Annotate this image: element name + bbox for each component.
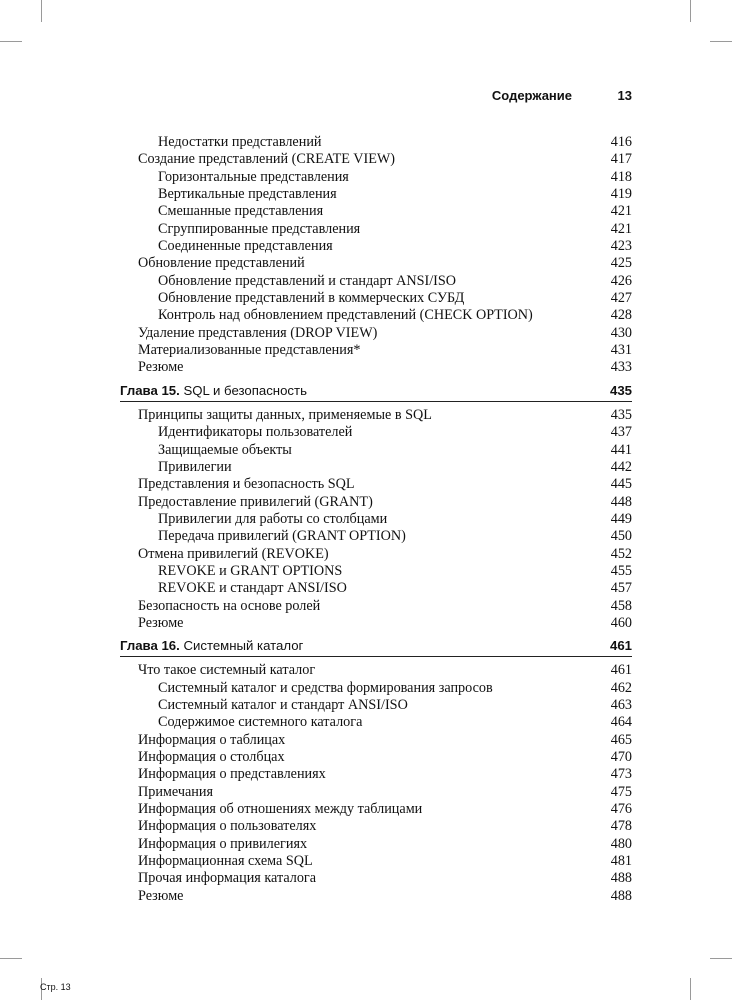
toc-entry — [120, 407, 632, 424]
toc-entry-title: Привилегии — [158, 458, 232, 475]
crop-mark — [690, 0, 691, 22]
toc-entry-page-number: 455 — [610, 562, 632, 579]
toc-entry — [120, 221, 632, 238]
toc-entry-page-number: 463 — [610, 696, 632, 713]
toc-chapter-heading — [120, 636, 632, 657]
toc-entry-title: Информация о привилегиях — [138, 835, 308, 852]
toc-entry-title: Принципы защиты данных, применяемые в SQL — [138, 406, 432, 423]
toc-entry — [120, 494, 632, 511]
toc-entry-title: Передача привилегий (GRANT OPTION) — [158, 528, 406, 545]
footer-page-label: Стр. 13 — [40, 982, 71, 992]
toc-entry — [120, 870, 632, 887]
toc-entry-page-number: 481 — [610, 853, 632, 870]
chapter-page-number: 461 — [609, 638, 632, 654]
chapter-page-number: 435 — [609, 382, 632, 398]
toc-entry — [120, 459, 632, 476]
toc-entry — [120, 134, 632, 151]
toc-entry — [120, 273, 632, 290]
toc-entry — [120, 563, 632, 580]
toc-entry-title: Соединенные представления — [158, 238, 333, 255]
toc-entry-title: REVOKE и GRANT OPTIONS — [158, 562, 343, 579]
toc-entry-title: Вертикальные представления — [158, 186, 337, 203]
toc-entry-page-number: 475 — [610, 783, 632, 800]
toc-entry-page-number: 462 — [610, 679, 632, 696]
toc-entry-page-number: 428 — [610, 307, 632, 324]
toc-entry-page-number: 452 — [610, 545, 632, 562]
toc-entry-page-number: 488 — [610, 870, 632, 887]
toc-entry — [120, 186, 632, 203]
toc-entry — [120, 749, 632, 766]
chapter-title: SQL и безопасность — [183, 382, 307, 398]
table-of-contents — [120, 134, 632, 905]
toc-entry-title: Контроль над обновлением представлений (CHECK OPTION) — [158, 307, 533, 324]
toc-entry — [120, 615, 632, 632]
toc-entry-title: Материализованные представления* — [138, 342, 361, 359]
toc-entry-title: Привилегии для работы со столбцами — [158, 510, 388, 527]
toc-entry-title: Информация об отношениях между таблицами — [138, 801, 423, 818]
toc-entry — [120, 697, 632, 714]
chapter-label: Глава 16. — [120, 638, 180, 654]
toc-entry-page-number: 460 — [610, 614, 632, 631]
toc-entry-page-number: 458 — [610, 597, 632, 614]
toc-entry-page-number: 488 — [610, 887, 632, 904]
toc-entry-page-number: 470 — [610, 749, 632, 765]
page-footer — [40, 982, 71, 992]
toc-entry-page-number: 465 — [610, 731, 632, 748]
toc-entry-title: Системный каталог и стандарт ANSI/ISO — [158, 696, 408, 713]
toc-entry — [120, 169, 632, 186]
crop-mark — [710, 958, 732, 959]
toc-entry — [120, 732, 632, 749]
toc-entry — [120, 546, 632, 563]
toc-entry-page-number: 433 — [610, 359, 632, 376]
toc-entry — [120, 511, 632, 528]
toc-entry-title: Представления и безопасность SQL — [138, 476, 355, 493]
toc-entry-title: Резюме — [138, 887, 184, 904]
toc-entry-title: Содержимое системного каталога — [158, 714, 363, 731]
toc-entry-page-number: 442 — [610, 458, 632, 475]
toc-entry-title: Обновление представлений в коммерческих СУБД — [158, 290, 465, 307]
toc-entry-title: Резюме — [138, 359, 184, 376]
toc-entry-title: Удаление представления (DROP VIEW) — [138, 324, 378, 341]
toc-entry — [120, 290, 632, 307]
crop-mark — [0, 41, 22, 42]
toc-entry-title: Информация о пользователях — [138, 818, 317, 835]
crop-mark — [41, 0, 42, 22]
toc-entry — [120, 888, 632, 905]
toc-entry-title: Информация о представлениях — [138, 766, 326, 783]
toc-entry-page-number: 450 — [610, 528, 632, 545]
toc-entry-title: Что такое системный каталог — [138, 662, 316, 679]
toc-entry — [120, 325, 632, 342]
toc-entry — [120, 238, 632, 255]
toc-entry-page-number: 464 — [610, 714, 632, 731]
toc-entry-title: Предоставление привилегий (GRANT) — [138, 493, 373, 510]
chapter-label: Глава 15. — [120, 382, 180, 398]
toc-entry-page-number: 437 — [610, 424, 632, 441]
toc-entry-title: Создание представлений (CREATE VIEW) — [138, 151, 396, 168]
toc-entry-page-number: 427 — [610, 290, 632, 307]
toc-entry-title: Обновление представлений и стандарт ANSI/ISO — [158, 272, 457, 289]
toc-entry — [120, 528, 632, 545]
toc-entry-title: Системный каталог и средства формирования запросов — [158, 679, 493, 696]
toc-entry — [120, 836, 632, 853]
toc-entry-page-number: 421 — [610, 220, 632, 237]
toc-entry-title: Идентификаторы пользователей — [158, 424, 353, 441]
toc-entry-title: Резюме — [138, 614, 184, 631]
toc-entry — [120, 853, 632, 870]
toc-entry-page-number: 461 — [610, 662, 632, 679]
toc-entry-title: Прочая информация каталога — [138, 870, 317, 887]
toc-entry — [120, 307, 632, 324]
toc-entry-title: Горизонтальные представления — [158, 168, 349, 185]
toc-entry-page-number: 417 — [610, 151, 632, 168]
toc-entry-page-number: 445 — [610, 476, 632, 493]
section-title: Содержание — [491, 88, 572, 103]
crop-mark — [710, 41, 732, 42]
toc-entry-title: Сгруппированные представления — [158, 220, 361, 237]
toc-entry — [120, 598, 632, 615]
toc-entry-page-number: 425 — [610, 255, 632, 272]
toc-entry-page-number: 435 — [610, 406, 632, 423]
toc-entry-page-number: 430 — [610, 324, 632, 341]
toc-entry-page-number: 449 — [610, 510, 632, 527]
toc-entry-page-number: 418 — [610, 168, 632, 185]
toc-entry — [120, 359, 632, 376]
toc-entry-page-number: 441 — [610, 441, 632, 458]
toc-entry-page-number: 426 — [610, 272, 632, 289]
toc-entry-title: Смешанные представления — [158, 203, 324, 220]
toc-entry — [120, 255, 632, 272]
toc-entry-title: Безопасность на основе ролей — [138, 597, 321, 614]
toc-entry — [120, 784, 632, 801]
toc-entry-title: REVOKE и стандарт ANSI/ISO — [158, 580, 347, 597]
toc-entry-title: Недостатки представлений — [158, 134, 322, 150]
toc-entry-title: Отмена привилегий (REVOKE) — [138, 545, 329, 562]
toc-entry-title: Информация о таблицах — [138, 731, 286, 748]
toc-entry — [120, 424, 632, 441]
toc-entry-page-number: 416 — [610, 134, 632, 150]
toc-entry-title: Информационная схема SQL — [138, 853, 313, 870]
toc-entry-title: Защищаемые объекты — [158, 441, 292, 458]
toc-entry — [120, 151, 632, 168]
toc-entry-page-number: 480 — [610, 835, 632, 852]
toc-entry — [120, 442, 632, 459]
toc-entry-page-number: 423 — [610, 238, 632, 255]
toc-entry — [120, 766, 632, 783]
toc-entry-page-number: 421 — [610, 203, 632, 220]
toc-entry-page-number: 478 — [610, 818, 632, 835]
toc-entry-page-number: 419 — [610, 186, 632, 203]
toc-entry — [120, 203, 632, 220]
toc-entry — [120, 680, 632, 697]
toc-entry — [120, 580, 632, 597]
toc-entry — [120, 662, 632, 679]
crop-mark — [690, 978, 691, 1000]
toc-entry-page-number: 473 — [610, 766, 632, 783]
toc-entry — [120, 342, 632, 359]
page-number: 13 — [617, 88, 632, 103]
toc-entry — [120, 714, 632, 731]
toc-entry — [120, 476, 632, 493]
toc-entry-title: Информация о столбцах — [138, 749, 285, 765]
toc-entry-page-number: 431 — [610, 342, 632, 359]
toc-entry-page-number: 476 — [610, 801, 632, 818]
toc-entry-page-number: 448 — [610, 493, 632, 510]
toc-entry — [120, 818, 632, 835]
crop-mark — [0, 958, 22, 959]
toc-entry-page-number: 457 — [610, 580, 632, 597]
toc-entry — [120, 801, 632, 818]
toc-entry-title: Примечания — [138, 783, 213, 800]
toc-entry-title: Обновление представлений — [138, 255, 305, 272]
chapter-title: Системный каталог — [183, 638, 304, 654]
toc-chapter-heading — [120, 381, 632, 402]
